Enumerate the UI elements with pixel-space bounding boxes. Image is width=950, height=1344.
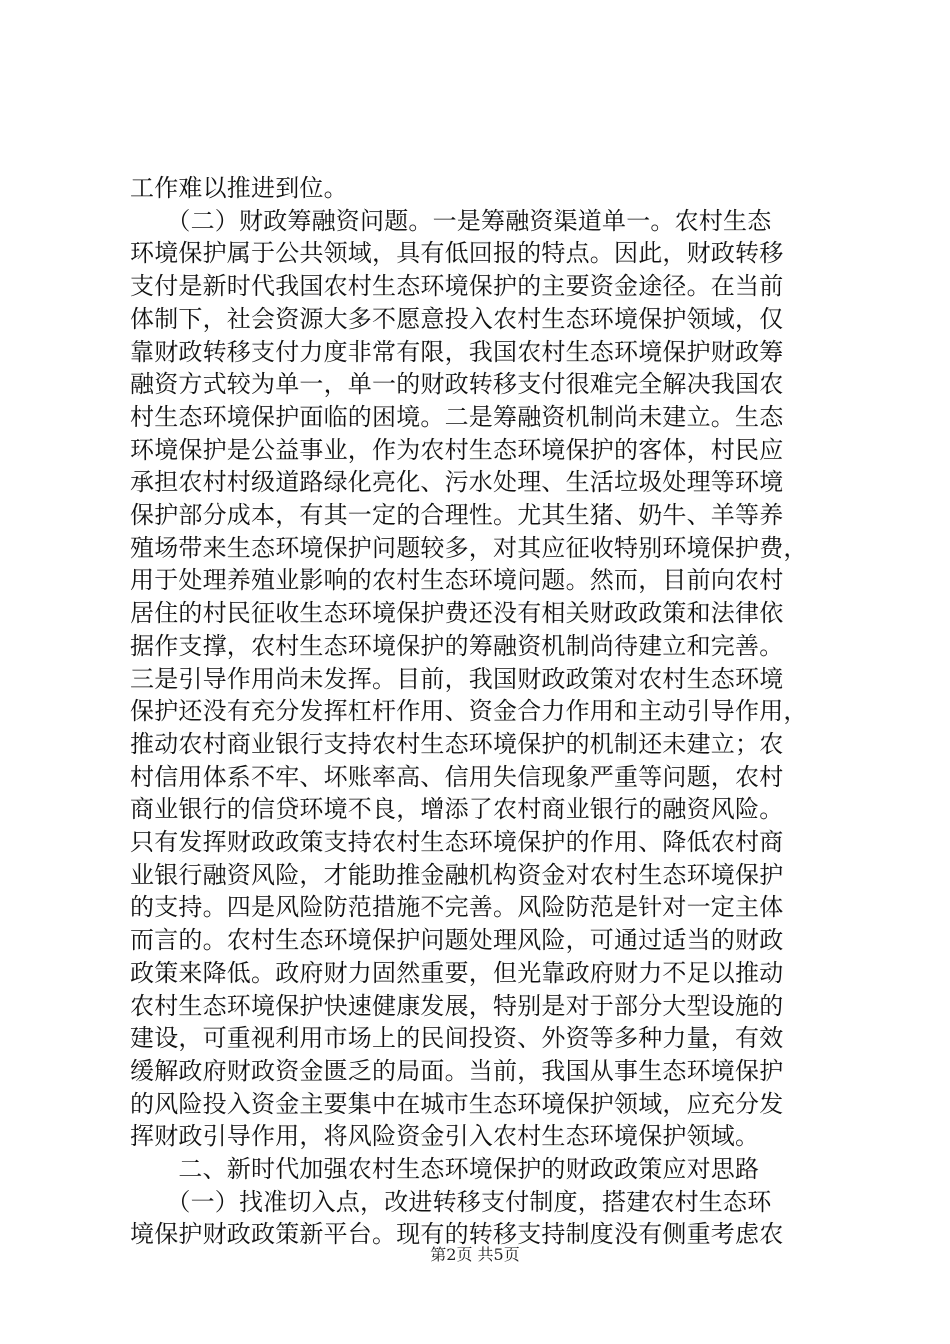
text-line: 承担农村村级道路绿化亮化、污水处理、生活垃圾处理等环境 [130, 468, 784, 497]
text-line: 据作支撑，农村生态环境保护的筹融资机制尚待建立和完善。 [130, 631, 784, 660]
text-line: 用于处理养殖业影响的农村生态环境问题。然而，目前向农村 [130, 566, 784, 595]
text-line: 融资方式较为单一，单一的财政转移支付很难完全解决我国农 [130, 370, 784, 399]
text-line: 殖场带来生态环境保护问题较多，对其应征收特别环境保护费， [130, 533, 808, 562]
text-line: 而言的。农村生态环境保护问题处理风险，可通过适当的财政 [130, 926, 784, 955]
text-line: 政策来降低。政府财力固然重要，但光靠政府财力不足以推动 [130, 958, 784, 987]
text-line: 的风险投入资金主要集中在城市生态环境保护领域，应充分发 [130, 1089, 784, 1118]
text-line: 推动农村商业银行支持农村生态环境保护的机制还未建立；农 [130, 729, 784, 758]
text-line: 境保护财政政策新平台。现有的转移支持制度没有侧重考虑农 [130, 1220, 784, 1249]
text-line: 建设，可重视利用市场上的民间投资、外资等多种力量，有效 [130, 1024, 784, 1053]
text-line: 商业银行的信贷环境不良，增添了农村商业银行的融资风险。 [130, 795, 784, 824]
text-line: 环境保护属于公共领域，具有低回报的特点。因此，财政转移 [130, 239, 784, 268]
text-line: 只有发挥财政政策支持农村生态环境保护的作用、降低农村商 [130, 828, 784, 856]
text-line: 缓解政府财政资金匮乏的局面。当前，我国从事生态环境保护 [130, 1056, 784, 1085]
text-line: 的支持。四是风险防范措施不完善。风险防范是针对一定主体 [130, 893, 784, 922]
text-line: （二）财政筹融资问题。一是筹融资渠道单一。农村生态 [130, 206, 772, 235]
text-line: 业银行融资风险，才能助推金融机构资金对农村生态环境保护 [130, 860, 784, 889]
text-line: 靠财政转移支付力度非常有限，我国农村生态环境保护财政筹 [130, 337, 784, 366]
text-line: （一）找准切入点，改进转移支付制度，搭建农村生态环 [130, 1187, 772, 1216]
text-line: 保护部分成本，有其一定的合理性。尤其生猪、奶牛、羊等养 [130, 501, 784, 529]
text-line: 三是引导作用尚未发挥。目前，我国财政政策对农村生态环境 [130, 664, 784, 693]
text-line: 村信用体系不牢、坏账率高、信用失信现象严重等问题，农村 [130, 762, 784, 791]
text-line: 居住的村民征收生态环境保护费还没有相关财政政策和法律依 [130, 599, 784, 628]
text-line: 支付是新时代我国农村生态环境保护的主要资金途径。在当前 [130, 272, 784, 301]
text-line: 挥财政引导作用，将风险资金引入农村生态环境保护领域。 [130, 1122, 760, 1151]
text-line: 村生态环境保护面临的困境。二是筹融资机制尚未建立。生态 [130, 402, 784, 431]
text-line: 工作难以推进到位。 [130, 174, 348, 202]
text-line: 农村生态环境保护快速健康发展，特别是对于部分大型设施的 [130, 991, 784, 1020]
text-line: 体制下，社会资源大多不愿意投入农村生态环境保护领域，仅 [130, 304, 784, 333]
page-footer: 第2页 共5页 [430, 1245, 520, 1264]
text-line: 环境保护是公益事业，作为农村生态环境保护的客体，村民应 [130, 435, 784, 464]
text-line: 保护还没有充分发挥杠杆作用、资金合力作用和主动引导作用， [130, 697, 808, 726]
text-line: 二、新时代加强农村生态环境保护的财政政策应对思路 [130, 1155, 760, 1183]
